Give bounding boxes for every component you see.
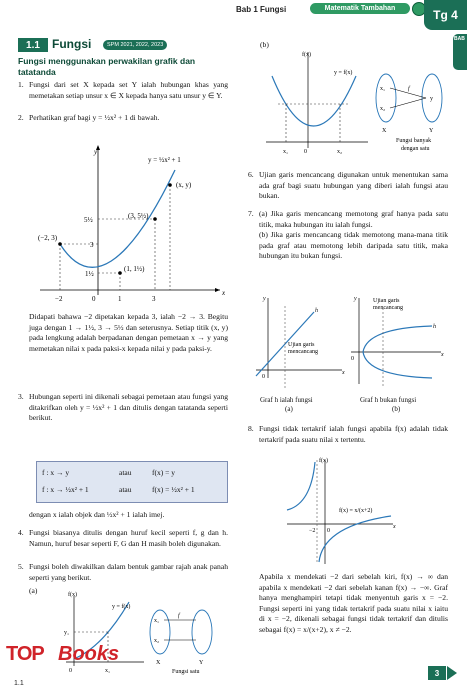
para-4-text: Fungsi biasanya ditulis dengan huruf kecil seperti f, g dan h. Namun, huruf besar seperti F, G dan H masih boleh digunakan.: [29, 528, 228, 548]
para-3-text: Hubungan seperti ini dikenali sebagai pemetaan atau fungsi yang ditakrifkan oleh y = ½x² + 1 dan ditulis dengan tatatanda seperti berikut.: [29, 392, 228, 422]
para-6-text: Ujian garis mencancang digunakan untuk menentukan sama ada graf bagi suatu hubungan yang diberi ialah fungsi atau bukan.: [259, 170, 448, 200]
ga-x1: x₁: [105, 668, 111, 674]
footer-mark: 1.1: [14, 680, 24, 687]
ga-fx: f(x): [68, 592, 77, 598]
para-2-after-text: Didapati bahawa −2 dipetakan kepada 3, ialah −2 → 3. Begitu juga dengan 1 → 1½, 3 → 5½ dan seterusnya. Setiap titik (x, y) pada lengkung adalah berpadanan dengan pemetaan x → y yang memetakan nilai x pada paksi-x kepada nilai y pada paksi-y.: [29, 312, 228, 353]
logo-top: TOP: [6, 643, 44, 665]
chapter-header: Bab 1 Fungsi: [236, 5, 287, 14]
para-8-after-text: Apabila x mendekati −2 dari sebelah kiri, f(x) → ∞ dan apabila x mendekati −2 dari sebelah kanan f(x) → −∞. Graf hanya menghampiri tetapi tidak menyentuh garis x = −2. Fungsi seperti ini yang tidak tertakrif pada suatu nilai x iaitu di x = −2, dikenali sebagai fungsi tidak tertakrif dan ditulis sebagai f(x) = x/(x+2), x ≠ −2.: [259, 572, 448, 634]
ga-f: f: [178, 613, 180, 619]
para-5: [18, 562, 228, 583]
para-3-after: [18, 510, 228, 521]
ga-o: 0: [69, 668, 72, 674]
graph-h-function: [252, 292, 348, 392]
pt-m2-label: (−2, 3): [38, 234, 58, 242]
ga-set-y: [192, 610, 212, 654]
para-4: [18, 528, 228, 549]
gb-sx1: x₁: [380, 86, 386, 92]
para-2-after: [18, 312, 228, 354]
para-8-after: [248, 572, 448, 635]
def-1-mid: atau: [119, 468, 132, 477]
ga-set-x: [150, 610, 170, 654]
gb-f: f: [408, 86, 410, 92]
gh1-label2: mencancang: [288, 349, 318, 355]
pt-xy-label: (x, y): [176, 181, 192, 189]
subject-pill: Matematik Tambahan: [310, 3, 410, 14]
graph-many-to-one: [258, 46, 453, 164]
part-a-label: (a): [29, 586, 38, 595]
para-5-text: Fungsi boleh diwakilkan dalam bentuk gambar rajah anak panah seperti yang berikut.: [29, 562, 228, 582]
gf-eq: f(x) = x/(x+2): [339, 508, 373, 514]
para-8: [248, 424, 448, 445]
tick-x-1: 1: [118, 295, 122, 303]
graph-undefined-function: [283, 454, 413, 568]
caption-h-b: Graf h bukan fungsi: [360, 396, 417, 404]
gh2-y: y: [354, 296, 357, 302]
para-1: [18, 80, 228, 101]
gb-curve: [272, 76, 356, 126]
para-3-num: 3.: [18, 392, 24, 401]
subheading: Fungsi menggunakan perwakilan grafik dan tatatanda: [18, 56, 196, 77]
gb-Y: Y: [429, 128, 434, 134]
para-2-num: 2.: [18, 113, 24, 122]
para-7-num: 7.: [248, 209, 254, 218]
x-label: x: [222, 289, 226, 297]
gh1-o: 0: [262, 374, 265, 380]
para-2: [18, 113, 228, 124]
gh2-x: x: [441, 352, 444, 358]
caption-h-b2: (b): [392, 405, 401, 413]
def-2-right: f(x) = ½x² + 1: [152, 485, 195, 494]
gf-x: x: [393, 524, 396, 530]
gf-curve-right: [319, 516, 391, 562]
para-4-num: 4.: [18, 528, 24, 537]
side-tab-label: BAB: [454, 36, 465, 42]
section-number: 1.1: [18, 38, 48, 52]
para-7a-text: (a) Jika garis mencancang memotong graf hanya pada satu titik, maka hubungan itu ialah fungsi.: [259, 209, 448, 229]
pt-1-label: (1, 1½): [124, 265, 145, 273]
gf-o: 0: [327, 528, 330, 534]
gb-X: X: [382, 128, 387, 134]
point-3: [153, 217, 157, 221]
gb-sy: y: [430, 96, 433, 102]
para-6: [248, 170, 448, 202]
def-2-mid: atau: [119, 485, 132, 494]
para-5-num: 5.: [18, 562, 24, 571]
gb-eq: y = f(x): [334, 70, 353, 76]
para-3-after-text: dengan x ialah objek dan ½x² + 1 ialah imej.: [29, 510, 165, 519]
tick-x-m2: −2: [55, 295, 63, 303]
point-m2: [58, 242, 62, 246]
def-1-left: f : x → y: [42, 468, 70, 477]
point-xy: [168, 183, 172, 187]
parabola-graph: [30, 140, 230, 310]
section-title: Fungsi: [52, 37, 92, 51]
para-3: [18, 392, 228, 424]
para-8-text: Fungsi tidak tertakrif ialah fungsi apabila f(x) adalah tidak tertakrif pada suatu nilai x tertentu.: [259, 424, 448, 444]
gb-x2: x₂: [337, 149, 343, 155]
gh1-x: x: [342, 370, 345, 376]
tick-y-3: 3: [90, 241, 94, 249]
gb-set-x: [376, 74, 396, 122]
def-1-right: f(x) = y: [152, 468, 175, 477]
gf-curve-left: [287, 462, 315, 510]
form-tab: Tg 4: [424, 0, 467, 30]
caption-h-a2: (a): [285, 405, 293, 413]
ga-sx1: x₁: [154, 618, 160, 624]
tick-x-3: 3: [152, 295, 156, 303]
ga-sx2: x₂: [154, 638, 160, 644]
parabola-curve: [60, 170, 175, 267]
part-b-label: (b): [260, 40, 269, 49]
gb-cap2: dengan satu: [401, 146, 430, 152]
tick-x-0: 0: [92, 295, 96, 303]
para-1-text: Fungsi dari set X kepada set Y ialah hubungan khas yang memetakan setiap unsur x ∈ X kepada hanya satu unsur y ∈ Y.: [29, 80, 228, 100]
para-8-num: 8.: [248, 424, 254, 433]
ga-caption: Fungsi satu: [172, 669, 200, 675]
caption-h-a: Graf h ialah fungsi: [260, 396, 313, 404]
gb-sx2: x₂: [380, 106, 386, 112]
gh1-label1: Ujian garis: [288, 342, 315, 348]
def-2-left: f : x → ½x² + 1: [42, 485, 89, 494]
para-1-num: 1.: [18, 80, 24, 89]
para-2-text: Perhatikan graf bagi y = ½x² + 1 di bawah.: [29, 113, 160, 122]
y-label: y: [94, 148, 98, 156]
gh2-label1: Ujian garis: [373, 298, 400, 304]
ga-X: X: [156, 660, 161, 666]
gb-o: 0: [304, 149, 307, 155]
gb-cap1: Fungsi banyak: [396, 138, 432, 144]
logo-books: Books: [58, 643, 120, 665]
para-6-num: 6.: [248, 170, 254, 179]
para-7b-text: (b) Jika garis mencancang tidak memotong mana-mana titik pada graf atau memotong lebih daripada satu titik, maka hubungan itu bukan fungsi.: [259, 230, 448, 260]
gh2-h: h: [433, 324, 436, 330]
ga-y1: y₁: [64, 630, 70, 636]
gb-fx: f(x): [302, 52, 311, 58]
gf-fx: f(x): [319, 458, 328, 464]
gh1-h: h: [315, 308, 318, 314]
spm-badge: SPM 2021, 2022, 2023: [103, 40, 167, 50]
definition-box: [36, 461, 228, 503]
gh2-label2: mencancang: [373, 305, 403, 311]
ga-Y: Y: [199, 660, 204, 666]
eq-label: y = ½x² + 1: [148, 156, 181, 164]
point-1: [118, 271, 122, 275]
pt-3-label: (3, 5½): [128, 212, 149, 220]
x-axis-arrow-icon: [215, 288, 220, 292]
tick-y-55: 5½: [84, 216, 93, 224]
gb-x1: x₁: [283, 149, 289, 155]
page-number: 3: [428, 666, 446, 680]
gh2-o: 0: [351, 356, 354, 362]
tick-y-15: 1½: [85, 270, 94, 278]
para-7: [248, 209, 448, 262]
ga-eq: y = f(x): [112, 604, 131, 610]
gh1-y: y: [263, 296, 266, 302]
gf-m2: −2: [309, 528, 316, 534]
page-arrow-icon: [447, 666, 457, 680]
graph-h-not-function: [347, 292, 447, 392]
